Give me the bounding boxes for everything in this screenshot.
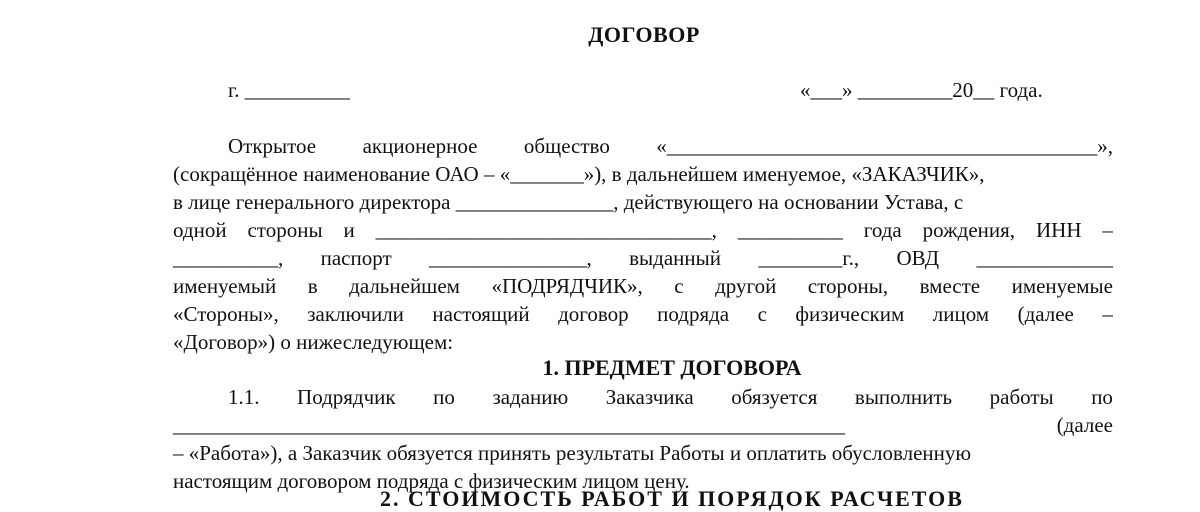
- paragraph-line: [173, 216, 1113, 244]
- word: дальнейшем: [349, 274, 460, 298]
- word: в: [307, 274, 318, 298]
- word: ________г.,: [758, 246, 860, 270]
- word: выполнить: [854, 385, 953, 409]
- word: по: [433, 385, 455, 409]
- section-2-title-cut: 2. СТОИМОСТЬ РАБОТ И ПОРЯДОК РАСЧЕТОВ: [380, 486, 964, 511]
- word: –: [1102, 218, 1113, 242]
- word: Подрядчик: [297, 385, 396, 409]
- word: именуемые: [1011, 274, 1113, 298]
- paragraph-line: «Договор») о нижеследующем:: [173, 330, 454, 354]
- word: __________,: [173, 246, 284, 270]
- paragraph-line: [173, 272, 1113, 300]
- word: другой: [715, 274, 777, 298]
- word: работы: [989, 385, 1054, 409]
- word: физическим: [795, 302, 905, 326]
- word: ИНН: [1035, 218, 1082, 242]
- section-1-title: 1. ПРЕДМЕТ ДОГОВОРА: [542, 355, 802, 380]
- clause-line: настоящим договором подряда с физическим лицом цену.: [173, 469, 690, 493]
- word: с: [674, 274, 684, 298]
- clause-line: [228, 383, 1113, 411]
- word: _______________,: [429, 246, 592, 270]
- date-line: «___» _________20__ года.: [800, 78, 1043, 102]
- paragraph-line: [173, 244, 1113, 272]
- word: стороны,: [807, 274, 889, 298]
- word: «_________________________________________»,: [656, 134, 1113, 158]
- word: __________: [737, 218, 843, 242]
- word: года: [863, 218, 902, 242]
- word: выданный: [629, 246, 721, 270]
- word: _____________: [976, 246, 1113, 270]
- clause-line: [173, 411, 1113, 439]
- word: заключили: [307, 302, 404, 326]
- word: лицом: [932, 302, 990, 326]
- word: «ПОДРЯДЧИК»,: [491, 274, 643, 298]
- word: и: [343, 218, 355, 242]
- word: Открытое: [228, 134, 317, 158]
- word: –: [1102, 302, 1113, 326]
- word: ________________________________,: [375, 218, 717, 242]
- word: по: [1091, 385, 1113, 409]
- word: обязуется: [731, 385, 818, 409]
- paragraph-line: в лице генерального директора _______________, действующего на основании Устава, с: [173, 190, 964, 214]
- word: (далее: [1017, 302, 1074, 326]
- blank-field: ________________________________________________________________: [173, 413, 845, 437]
- paragraph-line: [228, 132, 1113, 160]
- word: рождения,: [922, 218, 1016, 242]
- word: одной: [173, 218, 227, 242]
- document-title: ДОГОВОР: [588, 22, 700, 47]
- word: стороны: [247, 218, 323, 242]
- word: Заказчика: [605, 385, 694, 409]
- word: 1.1.: [228, 385, 260, 409]
- word: именуемый: [173, 274, 277, 298]
- word: общество: [523, 134, 610, 158]
- word: ОВД: [896, 246, 940, 270]
- word: паспорт: [320, 246, 392, 270]
- word: вместе: [919, 274, 981, 298]
- word: акционерное: [362, 134, 478, 158]
- word: договор: [558, 302, 629, 326]
- word: подряда: [657, 302, 730, 326]
- word: (далее: [1056, 413, 1113, 437]
- word: с: [757, 302, 767, 326]
- paragraph-line: [173, 300, 1113, 328]
- word: «Стороны»,: [173, 302, 279, 326]
- word: заданию: [492, 385, 569, 409]
- word: настоящий: [432, 302, 530, 326]
- paragraph-line: (сокращённое наименование ОАО – «_______»), в дальнейшем именуемое, «ЗАКАЗЧИК»,: [173, 162, 985, 186]
- city-line: г. __________: [228, 78, 350, 102]
- clause-line: – «Работа»), а Заказчик обязуется принять результаты Работы и оплатить обусловленную: [173, 441, 972, 465]
